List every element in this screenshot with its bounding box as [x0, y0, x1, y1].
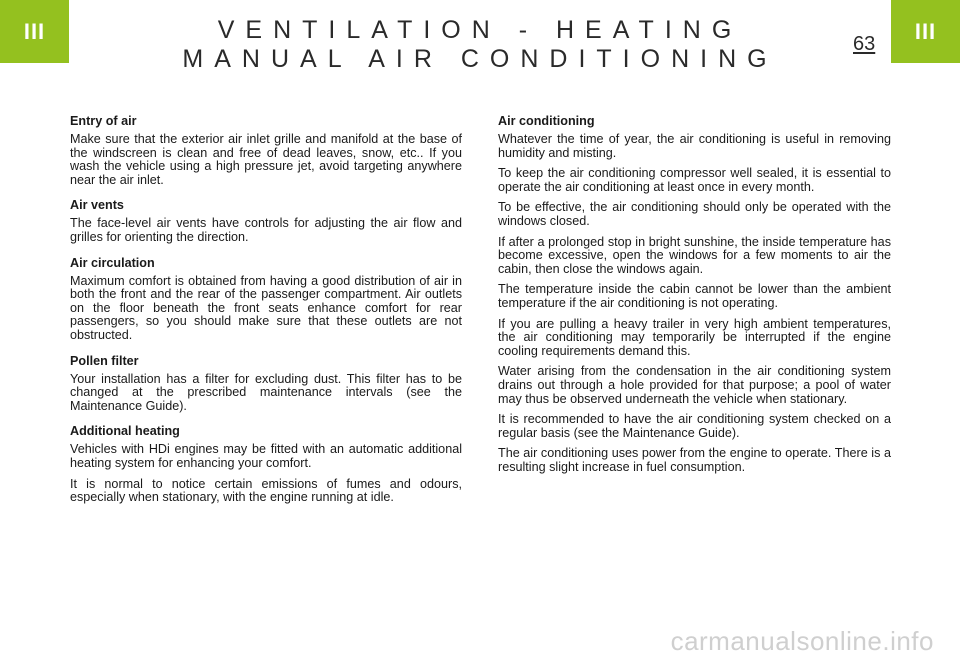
- right-column: [498, 114, 891, 481]
- page-number: 63: [853, 33, 876, 55]
- left-column: [70, 114, 462, 516]
- paragraph: If after a prolonged stop in bright sunshine, the inside temperature has become excessive, open the windows for a few moments to air the cabin, then close the windows again.: [498, 234, 891, 276]
- section-heading: Pollen filter: [70, 353, 139, 368]
- page-title-line2: MANUAL AIR CONDITIONING: [182, 45, 778, 73]
- paragraph: To be effective, the air conditioning should only be operated with the windows closed.: [498, 200, 891, 228]
- paragraph: It is normal to notice certain emissions of fumes and odours, especially when stationary, with the engine running at idle.: [70, 476, 462, 505]
- paragraph: Water arising from the condensation in the air conditioning system drains out through a hole provided for that purpose; a pool of water may thus be observed underneath the vehicle when stationary.: [498, 364, 891, 406]
- page-title-line1: VENTILATION - HEATING: [217, 16, 743, 44]
- paragraph: Your installation has a filter for excluding dust. This filter has to be changed at the prescribed maintenance intervals (see the Maintenance Guide).: [70, 371, 462, 413]
- watermark: carmanualsonline.info: [670, 626, 934, 656]
- section-heading: Air vents: [70, 198, 124, 213]
- paragraph: The face-level air vents have controls for adjusting the air flow and grilles for orienting the direction.: [70, 216, 462, 244]
- paragraph: The temperature inside the cabin cannot be lower than the ambient temperature if the air conditioning is not operating.: [498, 282, 891, 310]
- chapter-tab-left: III: [0, 0, 69, 63]
- section-heading-air-conditioning: Air conditioning: [498, 114, 595, 128]
- section-heading: Entry of air: [70, 114, 137, 128]
- section-additional-heating: [70, 424, 462, 504]
- paragraph: It is recommended to have the air conditioning system checked on a regular basis (see the Maintenance Guide).: [498, 412, 891, 440]
- paragraph: Make sure that the exterior air inlet grille and manifold at the base of the windscreen is clean and free of dead leaves, snow, etc.. If you wash the vehicle using a high pressure jet, avoid targeting anywhere near the air inlet.: [70, 132, 462, 187]
- section-heading: Air circulation: [70, 255, 155, 270]
- chapter-tab-right: III: [891, 0, 960, 63]
- section-heading: Additional heating: [70, 424, 180, 439]
- section-air-circulation: [70, 256, 462, 343]
- section-entry-of-air: [70, 114, 462, 187]
- section-air-vents: [70, 198, 462, 244]
- paragraph: If you are pulling a heavy trailer in very high ambient temperatures, the air conditioning may temporarily be interrupted if the engine cooling requirements demand this.: [498, 316, 891, 358]
- section-pollen-filter: [70, 354, 462, 414]
- paragraph: Maximum comfort is obtained from having a good distribution of air in both the front and the rear of the passenger compartment. Air outlets on the floor beneath the front seats enhance comfort for rear passengers, so you should make sure that these outlets are not obstructed.: [70, 273, 462, 342]
- paragraph: Whatever the time of year, the air conditioning is useful in removing humidity and misting.: [498, 132, 891, 160]
- paragraph: To keep the air conditioning compressor well sealed, it is essential to operate the air conditioning at least once in every month.: [498, 166, 891, 194]
- paragraph: Vehicles with HDi engines may be fitted with an automatic additional heating system for enhancing your comfort.: [70, 442, 462, 470]
- paragraph: The air conditioning uses power from the engine to operate. There is a resulting slight increase in fuel consumption.: [498, 446, 891, 474]
